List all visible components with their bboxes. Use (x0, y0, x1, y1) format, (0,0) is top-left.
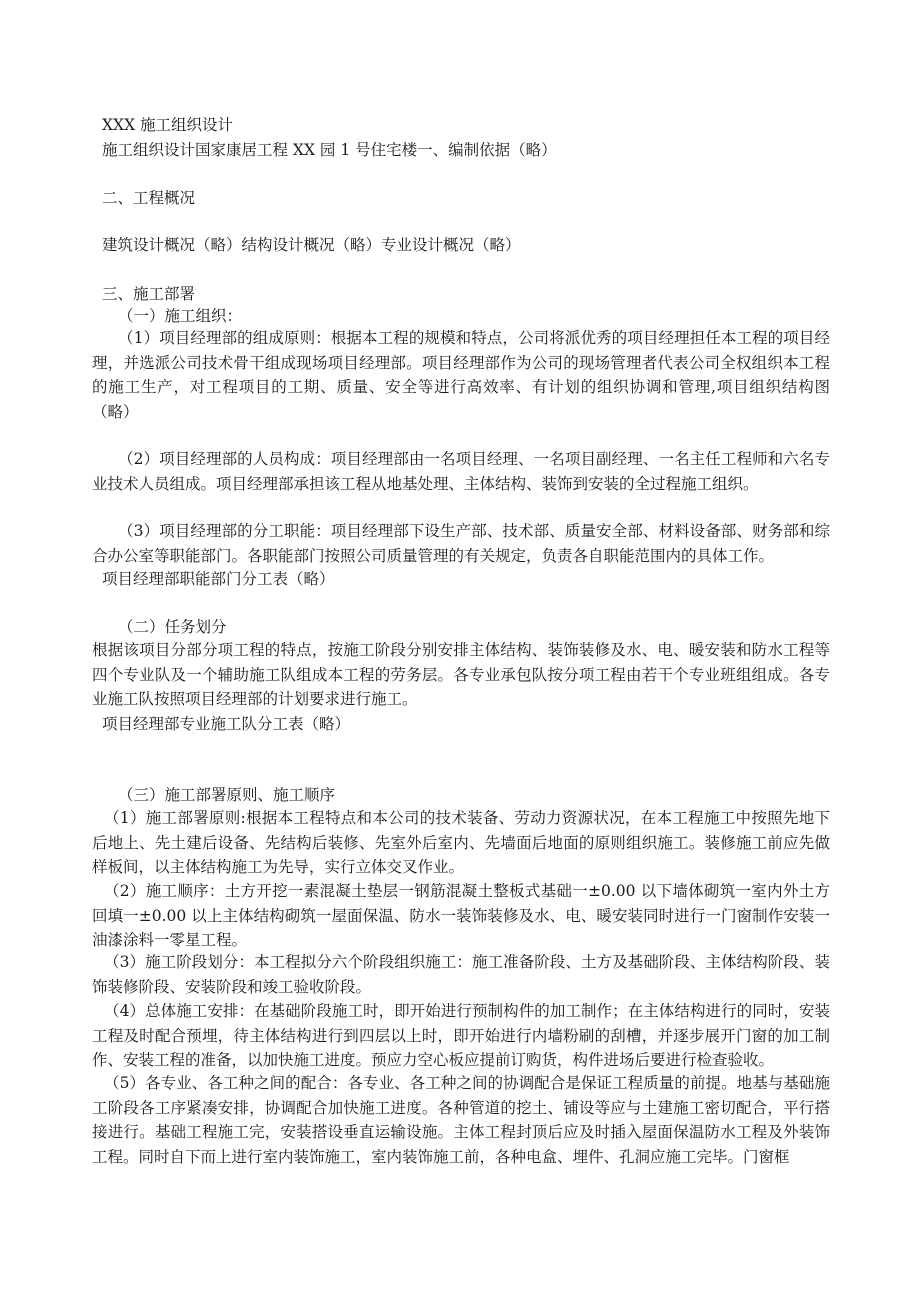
paragraph-division-of-duties: （3）项目经理部的分工职能：项目经理部下设生产部、技术部、质量安全部、材料设备部、财务部和综合办公室等职能部门。各职能部门按照公司质量管理的有关规定，负责各自职能范围内的具体工作。 (92, 522, 830, 565)
overview-body: 建筑设计概况（略）结构设计概况（略）专业设计概况（略） (102, 236, 521, 254)
document-subtitle: 施工组织设计国家康居工程 XX 园 1 号住宅楼一、编制依据（略） (102, 141, 557, 159)
paragraph-stage-division: （3）施工阶段划分：本工程拟分六个阶段组织施工：施工准备阶段、土方及基础阶段、主体结构阶段、装饰装修阶段、安装阶段和竣工验收阶段。 (92, 953, 830, 996)
paragraph-organization-principle: （1）项目经理部的组成原则：根据本工程的规模和特点，公司将派优秀的项目经理担任本工程的项目经理，并选派公司技术骨干组成现场项目经理部。项目经理部作为公司的现场管理者代表公司全权组织本工程的施工生产，对工程项目的工期、质量、安全等进行高效率、有计划的组织协调和管理,项目组织结构图（略） (92, 329, 830, 421)
table-note-departments: 项目经理部职能部门分工表（略） (102, 570, 335, 588)
section-heading-deployment: 三、施工部署 (102, 285, 196, 303)
subsection-heading-tasks: （二）任务划分 (118, 618, 227, 636)
paragraph-staff-composition: （2）项目经理部的人员构成：项目经理部由一名项目经理、一名项目副经理、一名主任工程师和六名专业技术人员组成。项目经理部承担该工程从地基处理、主体结构、装饰到安装的全过程施工组织。 (92, 450, 830, 493)
subsection-heading-organization: （一）施工组织： (118, 307, 243, 325)
paragraph-trade-coordination: （5）各专业、各工种之间的配合：各专业、各工种之间的协调配合是保证工程质量的前提。地基与基础施工阶段各工序紧凑安排，协调配合加快施工进度。各种管道的挖土、铺设等应与土建施工密切配合，平行搭接进行。基础工程施工完，安装搭设垂直运输设施。主体工程封顶后应及时插入屋面保温防水工程及外装饰工程。同时自下而上进行室内装饰施工，室内装饰施工前，各种电盒、埋件、孔洞应施工完毕。门窗框 (92, 1074, 830, 1166)
document-title: XXX 施工组织设计 (102, 116, 234, 134)
paragraph-task-division: 根据该项目分部分项工程的特点，按施工阶段分别安排主体结构、装饰装修及水、电、暖安装和防水工程等四个专业队及一个辅助施工队组成本工程的劳务层。各专业承包队按分项工程由若干个专业班组组成。各专业施工队按照项目经理部的计划要求进行施工。 (92, 641, 830, 708)
paragraph-construction-sequence: （2）施工顺序：土方开挖一素混凝土垫层一钢筋混凝土整板式基础一±0.00 以下墙体砌筑一室内外土方回填一±0.00 以上主体结构砌筑一屋面保温、防水一装饰装修及水、电、暖安装同时进行一门窗制作安装一油漆涂料一零星工程。 (92, 882, 830, 949)
subsection-heading-principles: （三）施工部署原则、施工顺序 (118, 786, 336, 804)
section-heading-overview: 二、工程概况 (102, 189, 196, 207)
document-page (92, 0, 832, 1301)
table-note-teams: 项目经理部专业施工队分工表（略） (102, 715, 351, 733)
paragraph-deployment-principle: （1）施工部署原则:根据本工程特点和本公司的技术装备、劳动力资源状况，在本工程施工中按照先地下后地上、先土建后设备、先结构后装修、先室外后室内、先墙面后地面的原则组织施工。装修施工前应先做样板间，以主体结构施工为先导，实行立体交叉作业。 (92, 809, 830, 876)
paragraph-overall-arrangement: （4）总体施工安排：在基础阶段施工时，即开始进行预制构件的加工制作；在主体结构进行的同时，安装工程及时配合预埋，待主体结构进行到四层以上时，即开始进行内墙粉刷的刮槽，并逐步展开门窗的加工制作、安装工程的准备，以加快施工进度。预应力空心板应提前订购货，构件进场后要进行检查验收。 (92, 1002, 830, 1069)
